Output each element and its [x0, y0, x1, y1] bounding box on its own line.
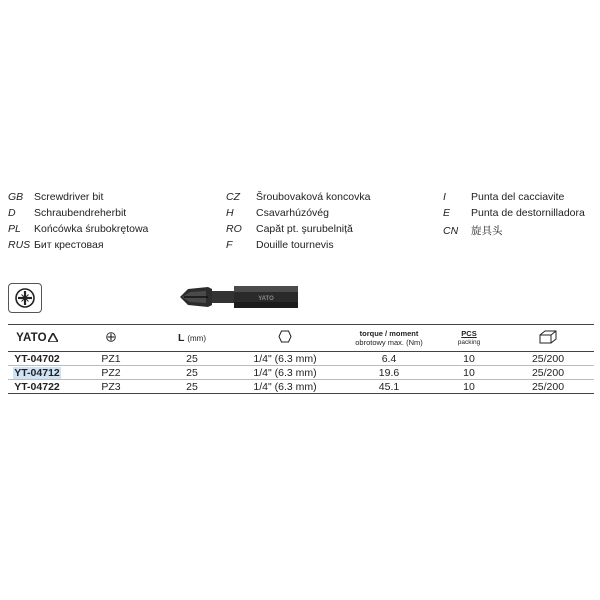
language-entry	[443, 223, 503, 239]
packing-value: 25/200	[502, 380, 594, 394]
language-entry	[8, 191, 103, 207]
torque-value: 45.1	[342, 380, 436, 394]
language-code: RO	[226, 223, 242, 235]
pozidriv-icon	[106, 332, 116, 342]
tip-size: PZ2	[66, 366, 156, 380]
yato-logo: YATO	[16, 332, 47, 344]
language-code: CZ	[226, 191, 240, 203]
product-code-cell	[8, 366, 66, 380]
drive-size: 1/4" (6.3 mm)	[228, 380, 342, 394]
product-code[interactable]: YT-04712	[14, 366, 60, 379]
language-text: Screwdriver bit	[34, 191, 104, 203]
tip-type-header	[66, 325, 156, 352]
box-icon	[538, 330, 558, 344]
language-code: H	[226, 207, 234, 219]
language-text: Capăt pt. şurubelniță	[256, 223, 353, 235]
language-entry	[8, 207, 126, 223]
length-header	[156, 325, 228, 352]
language-text: Punta del cacciavite	[471, 191, 565, 203]
pcs-value: 10	[436, 352, 502, 366]
product-code: YT-04702	[8, 352, 66, 366]
length-unit: (mm)	[187, 334, 206, 343]
packing-label: packing	[457, 339, 481, 346]
language-entry	[443, 207, 585, 223]
language-text: Douille tournevis	[256, 239, 334, 251]
pozidriv-icon	[9, 284, 41, 312]
drive-header	[228, 325, 342, 352]
product-code: YT-04722	[8, 380, 66, 394]
language-text: Punta de destornilladora	[471, 207, 585, 219]
language-code: CN	[443, 225, 459, 237]
torque-value: 19.6	[342, 366, 436, 380]
language-code: E	[443, 207, 451, 219]
pcs-value: 10	[436, 380, 502, 394]
packing-value: 25/200	[502, 366, 594, 380]
language-text: Końcówka śrubokrętowa	[34, 223, 149, 235]
language-code: I	[443, 191, 446, 203]
length-value: 25	[156, 352, 228, 366]
language-text: 旋具头	[471, 225, 503, 237]
torque-value: 6.4	[342, 352, 436, 366]
language-entry	[8, 239, 104, 255]
torque-label-line2: obrotowy max. (Nm)	[355, 338, 423, 347]
table-row	[8, 380, 594, 394]
language-entry	[8, 223, 148, 239]
language-code: D	[8, 207, 16, 219]
screwdriver-bit-image	[178, 276, 300, 318]
drive-size: 1/4" (6.3 mm)	[228, 366, 342, 380]
language-code: RUS	[8, 239, 31, 251]
spec-table	[8, 324, 594, 394]
length-value: 25	[156, 380, 228, 394]
yato-logo-triangle	[48, 333, 58, 342]
table-header-row	[8, 325, 594, 352]
tip-size: PZ3	[66, 380, 156, 394]
drive-size: 1/4" (6.3 mm)	[228, 352, 342, 366]
language-entry	[226, 191, 370, 207]
language-text: Šroubovaková koncovka	[256, 191, 371, 203]
box-header	[502, 325, 594, 352]
pozidriv-symbol-box	[8, 283, 42, 313]
pcs-header	[436, 325, 502, 352]
svg-text:YATO: YATO	[258, 296, 274, 302]
torque-header	[342, 325, 436, 352]
language-entry	[226, 207, 329, 223]
packing-value: 25/200	[502, 352, 594, 366]
language-code: F	[226, 239, 233, 251]
language-entry	[226, 239, 334, 255]
language-text: Csavarhúzóvég	[256, 207, 329, 219]
brand-logo-header	[8, 325, 66, 352]
pcs-label: PCS	[461, 329, 477, 338]
table-row	[8, 366, 594, 380]
length-label: L	[178, 332, 185, 344]
pcs-value: 10	[436, 366, 502, 380]
tip-size: PZ1	[66, 352, 156, 366]
table-row	[8, 352, 594, 366]
language-entry	[226, 223, 353, 239]
language-code: PL	[8, 223, 21, 235]
torque-label-line1: torque / moment	[359, 329, 419, 338]
language-text: Бит крестовая	[34, 239, 104, 251]
language-entry	[443, 191, 564, 207]
hexagon-icon	[278, 330, 292, 343]
length-value: 25	[156, 366, 228, 380]
language-text: Schraubendreherbit	[34, 207, 127, 219]
language-code: GB	[8, 191, 24, 203]
